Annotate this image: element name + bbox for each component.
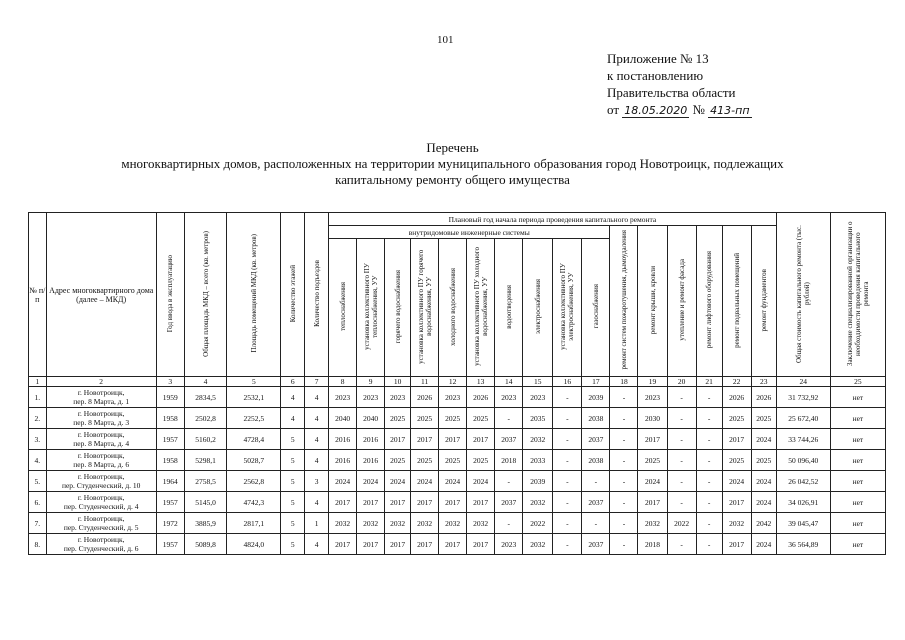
row-plan-year: 2017 bbox=[638, 492, 667, 513]
row-plan-year: 2017 bbox=[439, 534, 467, 555]
row-plan-year: - bbox=[667, 471, 696, 492]
row-plan-year: - bbox=[667, 387, 696, 408]
row-number: 4. bbox=[29, 450, 47, 471]
row-premises-area: 5028,7 bbox=[227, 450, 281, 471]
column-number: 21 bbox=[696, 377, 722, 387]
address-street: пер. 8 Марта, д. 3 bbox=[73, 418, 130, 427]
appendix-line-3: Правительства области bbox=[607, 85, 736, 100]
row-plan-year: 2023 bbox=[638, 387, 667, 408]
table-row bbox=[29, 429, 886, 450]
row-plan-year: - bbox=[667, 408, 696, 429]
row-floors: 4 bbox=[281, 387, 305, 408]
column-number: 8 bbox=[329, 377, 357, 387]
row-entrances: 4 bbox=[305, 387, 329, 408]
row-plan-year: 2037 bbox=[582, 534, 610, 555]
row-conclusion: нет bbox=[830, 492, 885, 513]
row-number: 6. bbox=[29, 492, 47, 513]
row-plan-year: 2024 bbox=[467, 471, 495, 492]
appendix-signature-line bbox=[607, 101, 752, 118]
row-plan-year: - bbox=[696, 450, 722, 471]
row-plan-year: 2039 bbox=[582, 387, 610, 408]
row-floors: 5 bbox=[281, 450, 305, 471]
row-plan-year: 2017 bbox=[411, 534, 439, 555]
title-line-1: Перечень bbox=[426, 140, 479, 155]
row-plan-year: - bbox=[582, 471, 610, 492]
row-year-built: 1957 bbox=[156, 534, 184, 555]
column-number: 25 bbox=[830, 377, 885, 387]
decree-number: 413-пп bbox=[710, 104, 750, 117]
row-premises-area: 4824,0 bbox=[227, 534, 281, 555]
row-total-area: 5298,1 bbox=[184, 450, 227, 471]
column-number: 5 bbox=[227, 377, 281, 387]
column-number: 15 bbox=[523, 377, 553, 387]
row-plan-year: 2025 bbox=[411, 408, 439, 429]
row-total-area: 2758,5 bbox=[184, 471, 227, 492]
row-entrances: 4 bbox=[305, 429, 329, 450]
row-address bbox=[46, 387, 156, 408]
row-total-area: 3885,9 bbox=[184, 513, 227, 534]
row-plan-year: 2040 bbox=[329, 408, 357, 429]
row-plan-year: 2017 bbox=[722, 534, 751, 555]
row-plan-year: 2016 bbox=[357, 429, 385, 450]
row-conclusion: нет bbox=[830, 471, 885, 492]
row-plan-year: 2023 bbox=[523, 387, 553, 408]
row-plan-year: 2038 bbox=[582, 450, 610, 471]
column-number: 17 bbox=[582, 377, 610, 387]
row-plan-year: - bbox=[696, 513, 722, 534]
number-sign: № bbox=[692, 102, 705, 117]
row-floors: 5 bbox=[281, 513, 305, 534]
row-plan-year: 2032 bbox=[638, 513, 667, 534]
header-col-22: ремонт подвальных помещений bbox=[722, 226, 751, 377]
address-street: пер. Студенческий, д. 5 bbox=[63, 523, 139, 532]
address-city: г. Новотроицк, bbox=[77, 388, 125, 397]
row-plan-year: - bbox=[610, 450, 638, 471]
row-plan-year: 2017 bbox=[722, 492, 751, 513]
row-plan-year: 2030 bbox=[638, 408, 667, 429]
row-year-built: 1972 bbox=[156, 513, 184, 534]
address-city: г. Новотроицк, bbox=[77, 514, 125, 523]
column-number: 10 bbox=[385, 377, 411, 387]
row-plan-year: 2017 bbox=[385, 534, 411, 555]
row-plan-year: 2025 bbox=[411, 450, 439, 471]
row-plan-year: 2016 bbox=[357, 450, 385, 471]
table-row bbox=[29, 471, 886, 492]
header-col-12: холодного водоснабжения bbox=[439, 239, 467, 377]
address-city: г. Новотроицк, bbox=[77, 535, 125, 544]
row-premises-area: 2532,1 bbox=[227, 387, 281, 408]
row-plan-year: 2042 bbox=[751, 513, 776, 534]
row-cost: 50 096,40 bbox=[776, 450, 830, 471]
row-plan-year: 2037 bbox=[582, 492, 610, 513]
row-entrances: 4 bbox=[305, 450, 329, 471]
row-year-built: 1957 bbox=[156, 492, 184, 513]
row-plan-year: - bbox=[495, 513, 523, 534]
address-street: пер. Студенческий, д. 10 bbox=[61, 481, 141, 490]
row-year-built: 1958 bbox=[156, 450, 184, 471]
row-premises-area: 2252,5 bbox=[227, 408, 281, 429]
row-number: 5. bbox=[29, 471, 47, 492]
document-title bbox=[0, 140, 905, 188]
repair-table bbox=[28, 212, 886, 555]
row-plan-year: - bbox=[553, 408, 582, 429]
column-number: 4 bbox=[184, 377, 227, 387]
row-plan-year: 2017 bbox=[411, 429, 439, 450]
row-entrances: 4 bbox=[305, 534, 329, 555]
row-year-built: 1959 bbox=[156, 387, 184, 408]
column-number: 2 bbox=[46, 377, 156, 387]
header-col-21: ремонт лифтового оборудования bbox=[696, 226, 722, 377]
row-plan-year: 2025 bbox=[751, 450, 776, 471]
address-street: пер. 8 Марта, д. 4 bbox=[73, 439, 130, 448]
row-plan-year: - bbox=[553, 387, 582, 408]
address-city: г. Новотроицк, bbox=[77, 451, 125, 460]
row-plan-year: - bbox=[696, 534, 722, 555]
row-entrances: 3 bbox=[305, 471, 329, 492]
header-col-18: ремонт систем пожаротушения, дымоудаления bbox=[610, 226, 638, 377]
row-plan-year: 2025 bbox=[385, 408, 411, 429]
row-plan-year: 2040 bbox=[357, 408, 385, 429]
column-number: 12 bbox=[439, 377, 467, 387]
row-plan-year: - bbox=[696, 387, 722, 408]
row-premises-area: 4728,4 bbox=[227, 429, 281, 450]
column-number: 9 bbox=[357, 377, 385, 387]
column-number: 18 bbox=[610, 377, 638, 387]
row-plan-year: - bbox=[553, 429, 582, 450]
row-cost: 25 672,40 bbox=[776, 408, 830, 429]
header-address: Адрес многоквартирного дома (далее – МКД) bbox=[46, 213, 156, 377]
row-plan-year: 2023 bbox=[357, 387, 385, 408]
row-plan-year: - bbox=[696, 408, 722, 429]
row-plan-year: - bbox=[610, 471, 638, 492]
row-plan-year: - bbox=[582, 513, 610, 534]
row-plan-year: 2025 bbox=[385, 450, 411, 471]
row-floors: 5 bbox=[281, 471, 305, 492]
row-total-area: 5089,8 bbox=[184, 534, 227, 555]
header-col-9: установка коллективного ПУ теплоснабжения, УУ bbox=[357, 239, 385, 377]
row-plan-year: - bbox=[610, 492, 638, 513]
row-plan-year: - bbox=[610, 429, 638, 450]
row-plan-year: - bbox=[667, 492, 696, 513]
row-plan-year: 2024 bbox=[638, 471, 667, 492]
row-plan-year: 2032 bbox=[523, 429, 553, 450]
row-plan-year: 2017 bbox=[467, 534, 495, 555]
row-cost: 34 026,91 bbox=[776, 492, 830, 513]
row-premises-area: 4742,3 bbox=[227, 492, 281, 513]
header-col-8: теплоснабжения bbox=[329, 239, 357, 377]
column-number: 6 bbox=[281, 377, 305, 387]
row-total-area: 5160,2 bbox=[184, 429, 227, 450]
row-conclusion: нет bbox=[830, 513, 885, 534]
row-premises-area: 2817,1 bbox=[227, 513, 281, 534]
appendix-line-2: к постановлению bbox=[607, 68, 704, 83]
row-plan-year: - bbox=[553, 471, 582, 492]
row-plan-year: 2024 bbox=[751, 471, 776, 492]
appendix-line-1: Приложение № 13 bbox=[607, 51, 709, 66]
column-number: 1 bbox=[29, 377, 47, 387]
row-plan-year: 2017 bbox=[329, 534, 357, 555]
row-cost: 33 744,26 bbox=[776, 429, 830, 450]
row-plan-year: 2024 bbox=[722, 471, 751, 492]
row-plan-year: 2016 bbox=[329, 450, 357, 471]
row-plan-year: 2025 bbox=[751, 408, 776, 429]
row-plan-year: 2016 bbox=[329, 429, 357, 450]
column-number: 24 bbox=[776, 377, 830, 387]
decree-date: 18.05.2020 bbox=[624, 104, 688, 117]
table-row bbox=[29, 513, 886, 534]
header-col-19: ремонт крыши, кровли bbox=[638, 226, 667, 377]
row-plan-year: - bbox=[553, 492, 582, 513]
row-plan-year: - bbox=[667, 450, 696, 471]
row-plan-year: 2024 bbox=[411, 471, 439, 492]
row-plan-year: 2037 bbox=[495, 492, 523, 513]
address-street: пер. 8 Марта, д. 6 bbox=[73, 460, 130, 469]
row-plan-year: 2024 bbox=[329, 471, 357, 492]
row-plan-year: 2025 bbox=[467, 408, 495, 429]
row-floors: 5 bbox=[281, 492, 305, 513]
row-plan-year: - bbox=[696, 471, 722, 492]
row-plan-year: 2017 bbox=[329, 492, 357, 513]
row-address bbox=[46, 492, 156, 513]
row-address bbox=[46, 471, 156, 492]
header-col-11: установка коллективного ПУ горячего водоснабжения, УУ bbox=[411, 239, 439, 377]
column-number: 23 bbox=[751, 377, 776, 387]
column-number: 13 bbox=[467, 377, 495, 387]
header-year-built: Год ввода в эксплуатацию bbox=[156, 213, 184, 377]
row-plan-year: - bbox=[667, 429, 696, 450]
row-plan-year: 2025 bbox=[439, 408, 467, 429]
row-number: 2. bbox=[29, 408, 47, 429]
row-plan-year: - bbox=[696, 492, 722, 513]
header-floors: Количество этажей bbox=[281, 213, 305, 377]
row-plan-year: - bbox=[610, 387, 638, 408]
row-number: 3. bbox=[29, 429, 47, 450]
header-engineering-systems: внутридомовые инженерные системы bbox=[329, 226, 610, 239]
row-plan-year: 2017 bbox=[439, 492, 467, 513]
row-plan-year: 2032 bbox=[439, 513, 467, 534]
row-plan-year: 2037 bbox=[495, 429, 523, 450]
column-number: 3 bbox=[156, 377, 184, 387]
header-col-16: установка коллективного ПУ электроснабжения, УУ bbox=[553, 239, 582, 377]
header-conclusion: Заключение специализированной организации о необходимости проведения капитального ремонта bbox=[830, 213, 885, 377]
row-conclusion: нет bbox=[830, 429, 885, 450]
header-cost: Общая стоимость капитального ремонта (тыс. рублей) bbox=[776, 213, 830, 377]
from-label: от bbox=[607, 102, 620, 117]
header-col-13: установка коллективного ПУ холодного водоснабжения, УУ bbox=[467, 239, 495, 377]
row-plan-year: 2024 bbox=[439, 471, 467, 492]
header-col-14: водоотведения bbox=[495, 239, 523, 377]
row-cost: 39 045,47 bbox=[776, 513, 830, 534]
header-col-20: утепление и ремонт фасада bbox=[667, 226, 696, 377]
table-row bbox=[29, 408, 886, 429]
row-plan-year: 2023 bbox=[495, 387, 523, 408]
row-plan-year: - bbox=[610, 534, 638, 555]
row-plan-year: 2018 bbox=[638, 534, 667, 555]
row-conclusion: нет bbox=[830, 534, 885, 555]
row-plan-year: - bbox=[696, 429, 722, 450]
row-plan-year: 2024 bbox=[751, 429, 776, 450]
table-row bbox=[29, 492, 886, 513]
row-entrances: 4 bbox=[305, 492, 329, 513]
row-plan-year: 2026 bbox=[411, 387, 439, 408]
row-total-area: 2502,8 bbox=[184, 408, 227, 429]
row-plan-year: 2017 bbox=[411, 492, 439, 513]
row-plan-year: 2026 bbox=[722, 387, 751, 408]
address-city: г. Новотроицк, bbox=[77, 430, 125, 439]
row-plan-year: 2017 bbox=[385, 492, 411, 513]
row-plan-year: 2022 bbox=[667, 513, 696, 534]
address-street: пер. Студенческий, д. 4 bbox=[63, 502, 139, 511]
row-plan-year: 2024 bbox=[357, 471, 385, 492]
title-line-3: капитальному ремонту общего имущества bbox=[335, 172, 570, 187]
row-plan-year: - bbox=[495, 471, 523, 492]
row-plan-year: - bbox=[610, 513, 638, 534]
row-floors: 5 bbox=[281, 429, 305, 450]
row-plan-year: 2025 bbox=[638, 450, 667, 471]
header-premises-area: Площадь помещений МКД (кв. метров) bbox=[227, 213, 281, 377]
column-numbers-row bbox=[29, 377, 886, 387]
column-number: 20 bbox=[667, 377, 696, 387]
address-city: г. Новотроицк, bbox=[77, 493, 125, 502]
row-plan-year: 2017 bbox=[439, 429, 467, 450]
row-plan-year: 2022 bbox=[523, 513, 553, 534]
row-plan-year: 2025 bbox=[722, 450, 751, 471]
row-plan-year: 2017 bbox=[467, 429, 495, 450]
row-address bbox=[46, 408, 156, 429]
row-plan-year: 2024 bbox=[751, 534, 776, 555]
row-total-area: 2834,5 bbox=[184, 387, 227, 408]
row-cost: 26 042,52 bbox=[776, 471, 830, 492]
column-number: 19 bbox=[638, 377, 667, 387]
row-plan-year: 2023 bbox=[329, 387, 357, 408]
row-cost: 36 564,89 bbox=[776, 534, 830, 555]
row-number: 8. bbox=[29, 534, 47, 555]
header-total-area: Общая площадь МКД – всего (кв. метров) bbox=[184, 213, 227, 377]
row-plan-year: - bbox=[553, 450, 582, 471]
row-plan-year: 2032 bbox=[357, 513, 385, 534]
row-entrances: 1 bbox=[305, 513, 329, 534]
row-plan-year: 2025 bbox=[439, 450, 467, 471]
row-plan-year: 2023 bbox=[495, 534, 523, 555]
row-year-built: 1958 bbox=[156, 408, 184, 429]
column-number: 7 bbox=[305, 377, 329, 387]
row-plan-year: 2017 bbox=[385, 429, 411, 450]
row-conclusion: нет bbox=[830, 387, 885, 408]
row-plan-year: 2026 bbox=[751, 387, 776, 408]
row-plan-year: 2017 bbox=[722, 429, 751, 450]
row-year-built: 1964 bbox=[156, 471, 184, 492]
header-col-17: газоснабжения bbox=[582, 239, 610, 377]
row-plan-year: - bbox=[495, 408, 523, 429]
row-plan-year: 2033 bbox=[523, 450, 553, 471]
row-plan-year: 2018 bbox=[495, 450, 523, 471]
page-number: 101 bbox=[437, 34, 454, 46]
row-conclusion: нет bbox=[830, 408, 885, 429]
row-plan-year: 2017 bbox=[467, 492, 495, 513]
row-plan-year: - bbox=[610, 408, 638, 429]
row-plan-year: - bbox=[553, 513, 582, 534]
row-plan-year: 2017 bbox=[638, 429, 667, 450]
row-plan-year: 2032 bbox=[467, 513, 495, 534]
row-address bbox=[46, 534, 156, 555]
row-number: 7. bbox=[29, 513, 47, 534]
row-conclusion: нет bbox=[830, 450, 885, 471]
row-plan-year: 2025 bbox=[722, 408, 751, 429]
row-plan-year: 2032 bbox=[329, 513, 357, 534]
column-number: 22 bbox=[722, 377, 751, 387]
header-planned-year: Плановый год начала периода проведения капитального ремонта bbox=[329, 213, 777, 226]
row-premises-area: 2562,8 bbox=[227, 471, 281, 492]
title-line-2: многоквартирных домов, расположенных на территории муниципального образования город Новотроицк, подлежащих bbox=[121, 156, 784, 171]
row-floors: 4 bbox=[281, 408, 305, 429]
column-number: 16 bbox=[553, 377, 582, 387]
row-plan-year: 2037 bbox=[582, 429, 610, 450]
header-col-10: горячего водоснабжения bbox=[385, 239, 411, 377]
row-plan-year: 2032 bbox=[411, 513, 439, 534]
column-number: 11 bbox=[411, 377, 439, 387]
header-col-15: электроснабжения bbox=[523, 239, 553, 377]
row-floors: 5 bbox=[281, 534, 305, 555]
row-total-area: 5145,0 bbox=[184, 492, 227, 513]
row-number: 1. bbox=[29, 387, 47, 408]
row-plan-year: 2024 bbox=[751, 492, 776, 513]
row-plan-year: 2017 bbox=[357, 492, 385, 513]
table-row bbox=[29, 387, 886, 408]
row-plan-year: 2032 bbox=[385, 513, 411, 534]
row-year-built: 1957 bbox=[156, 429, 184, 450]
table-row bbox=[29, 534, 886, 555]
table-row bbox=[29, 450, 886, 471]
column-number: 14 bbox=[495, 377, 523, 387]
row-plan-year: - bbox=[553, 534, 582, 555]
row-entrances: 4 bbox=[305, 408, 329, 429]
row-plan-year: 2035 bbox=[523, 408, 553, 429]
appendix-block bbox=[607, 50, 752, 118]
row-plan-year: 2039 bbox=[523, 471, 553, 492]
address-city: г. Новотроицк, bbox=[77, 472, 125, 481]
row-plan-year: 2026 bbox=[467, 387, 495, 408]
address-street: пер. 8 Марта, д. 1 bbox=[73, 397, 130, 406]
header-num: № п/п bbox=[29, 213, 47, 377]
row-plan-year: 2038 bbox=[582, 408, 610, 429]
row-plan-year: 2024 bbox=[385, 471, 411, 492]
address-street: пер. Студенческий, д. 6 bbox=[63, 544, 139, 553]
row-address bbox=[46, 429, 156, 450]
row-cost: 31 732,92 bbox=[776, 387, 830, 408]
row-plan-year: 2032 bbox=[523, 534, 553, 555]
row-plan-year: 2032 bbox=[523, 492, 553, 513]
row-plan-year: 2023 bbox=[385, 387, 411, 408]
header-col-23: ремонт фундаментов bbox=[751, 226, 776, 377]
row-plan-year: 2017 bbox=[357, 534, 385, 555]
address-city: г. Новотроицк, bbox=[77, 409, 125, 418]
header-entrances: Количество подъездов bbox=[305, 213, 329, 377]
row-plan-year: - bbox=[667, 534, 696, 555]
row-plan-year: 2025 bbox=[467, 450, 495, 471]
row-address bbox=[46, 450, 156, 471]
row-plan-year: 2023 bbox=[439, 387, 467, 408]
row-address bbox=[46, 513, 156, 534]
row-plan-year: 2032 bbox=[722, 513, 751, 534]
